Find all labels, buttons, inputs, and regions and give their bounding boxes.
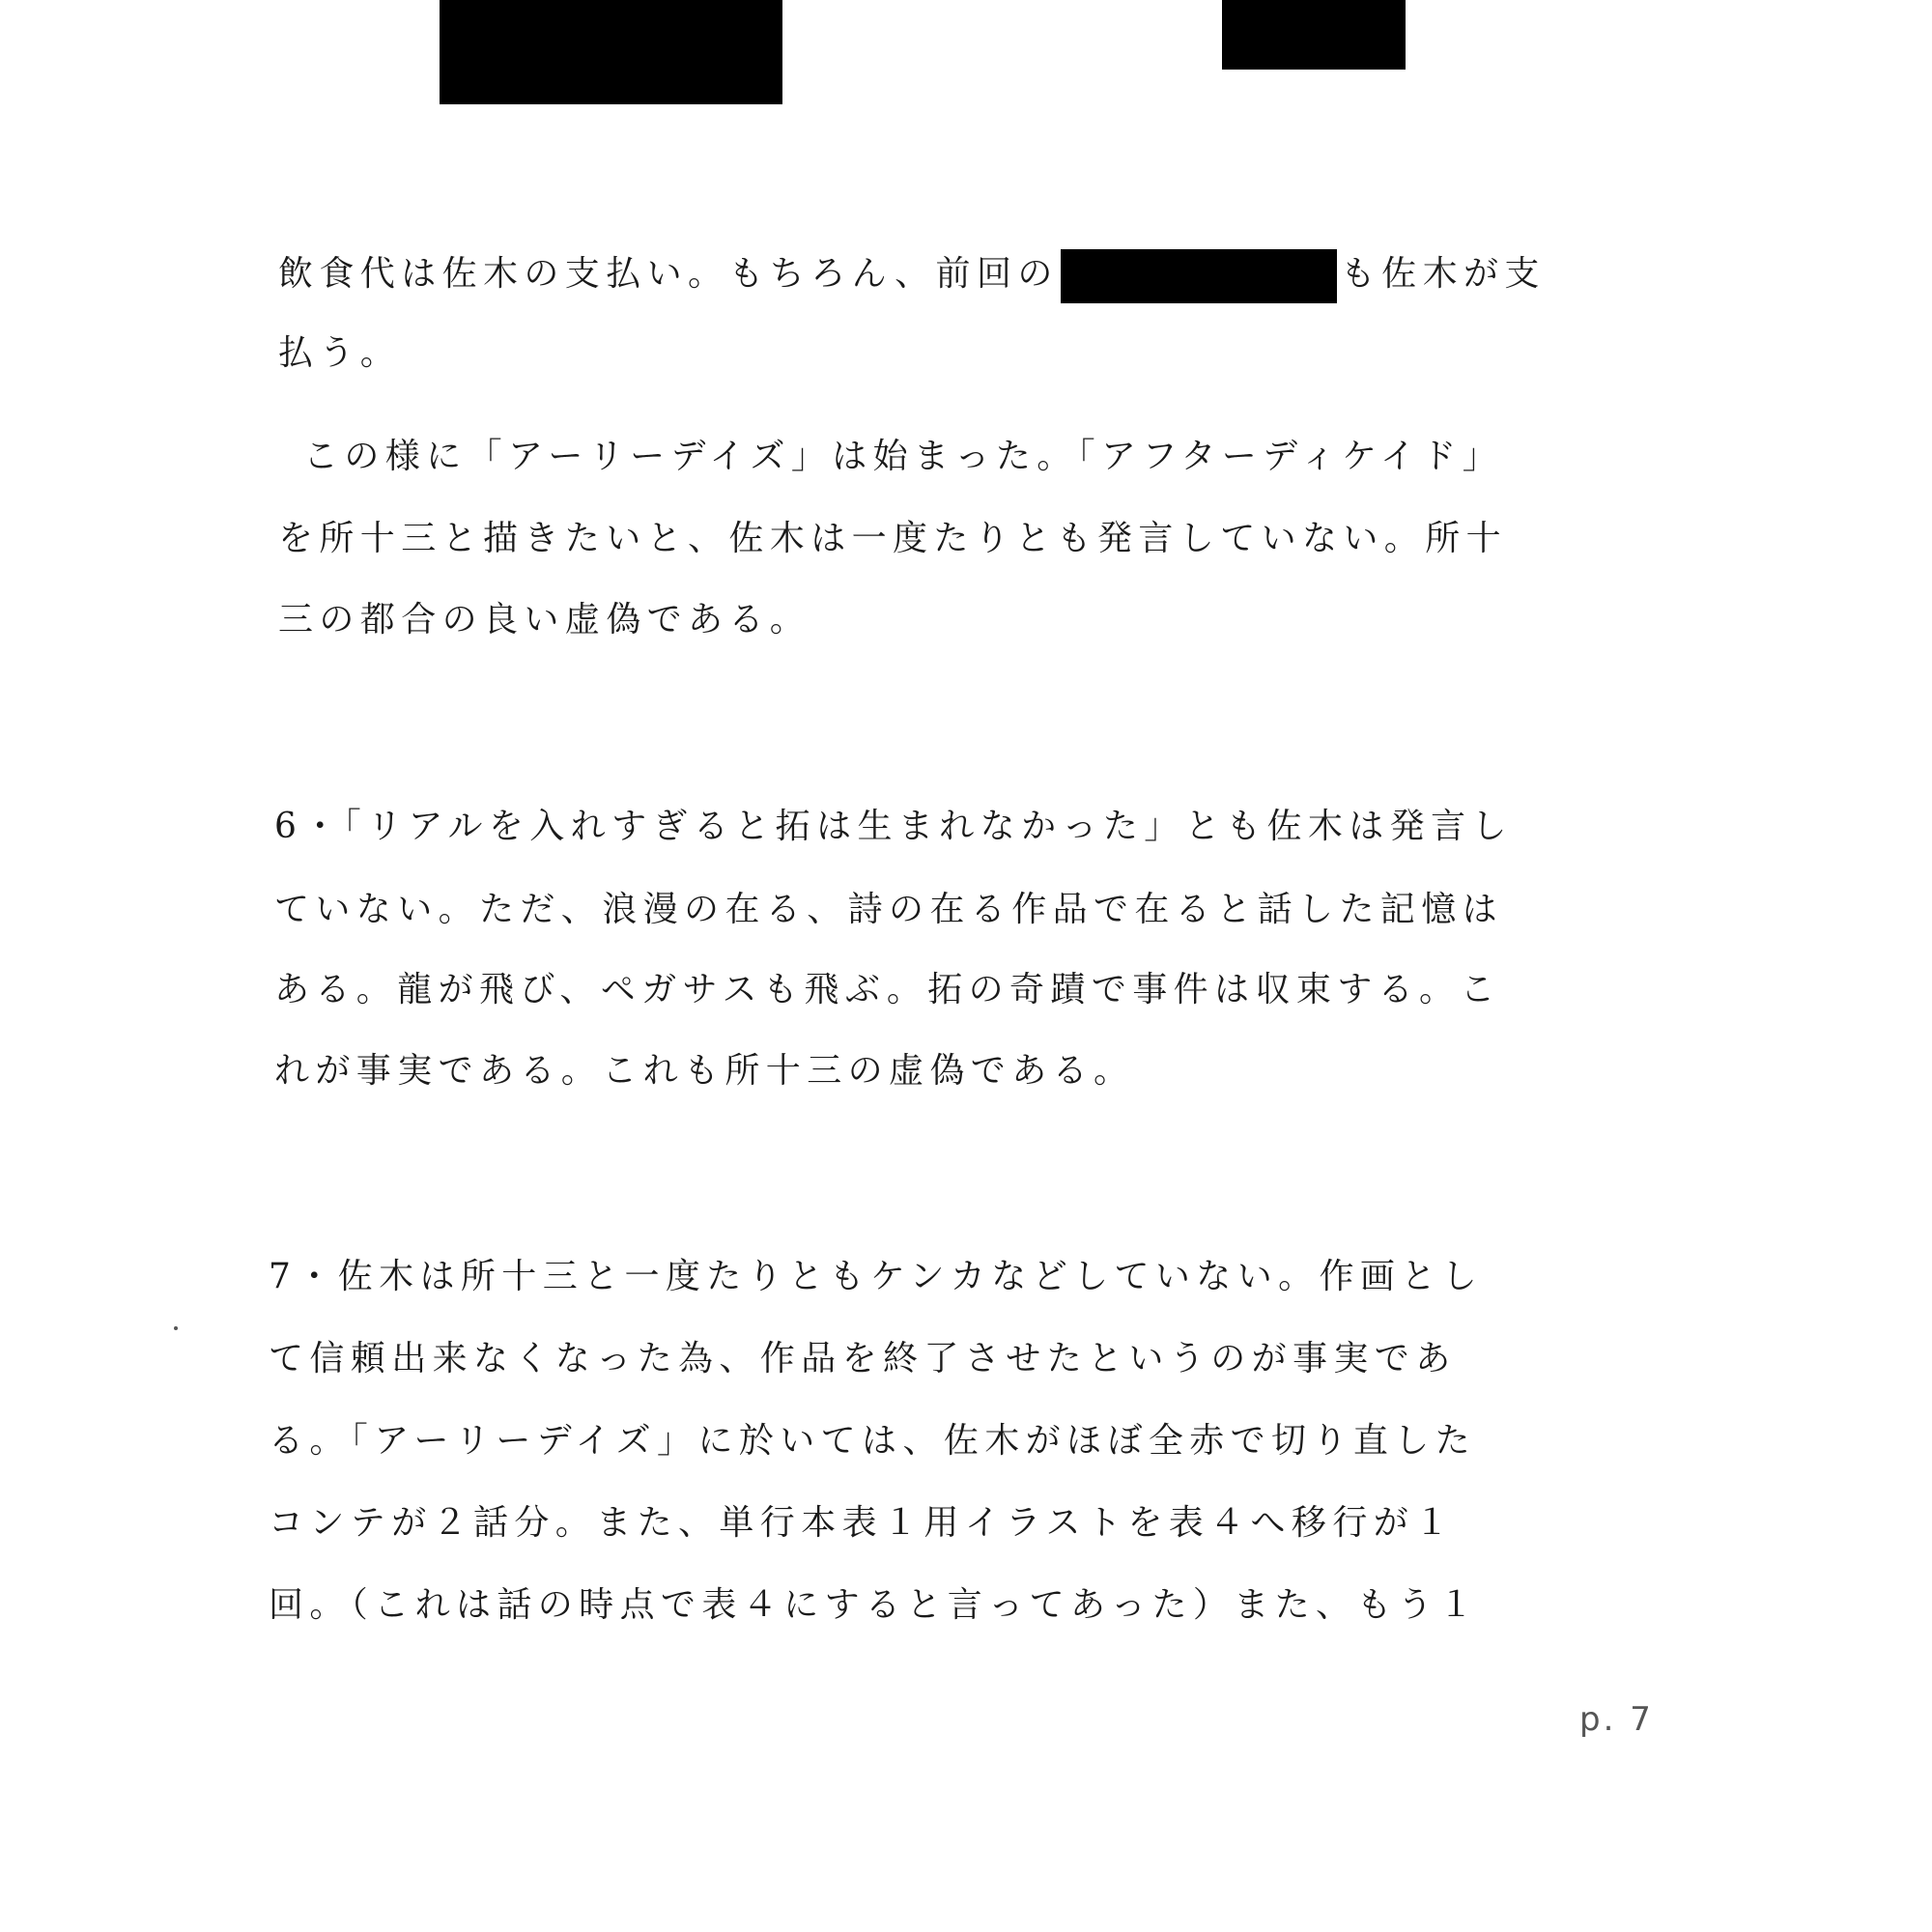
text-line: を所十三と描きたいと、佐木は一度たりとも発言していない。所十 (278, 519, 1508, 558)
text-line: 払う。 (278, 333, 402, 373)
text-line: 回。（これは話の時点で表４にすると言ってあった）また、もう１ (269, 1585, 1480, 1625)
text-segment: 飲食代は佐木の支払い。もちろん、前回の (278, 254, 1059, 294)
text-segment: も佐木が支 (1340, 254, 1546, 294)
text-line: 三の都合の良い虚偽である。 (278, 600, 811, 639)
redaction-block (440, 0, 782, 104)
text-line: この様に「アーリーデイズ」は始まった。「アフターディケイド」 (303, 437, 1504, 476)
page-number: p. 7 (1579, 1700, 1654, 1739)
text-line: 7・佐木は所十三と一度たりともケンカなどしていない。作画とし (269, 1257, 1484, 1296)
text-line: ていない。ただ、浪漫の在る、詩の在る作品で在ると話した記憶は (274, 890, 1504, 929)
text-line: 6・「リアルを入れすぎると拓は生まれなかった」とも佐木は発言し (274, 807, 1513, 846)
scan-speck (174, 1326, 178, 1330)
text-line (278, 249, 1546, 303)
text-line: ある。龍が飛び、ペガサスも飛ぶ。拓の奇蹟で事件は収束する。こ (274, 970, 1501, 1009)
redaction-block (1061, 249, 1337, 303)
redaction-block (1222, 0, 1406, 70)
text-line: る。「アーリーデイズ」に於いては、佐木がほぼ全赤で切り直した (269, 1421, 1477, 1461)
text-line: て信頼出来なくなった為、作品を終了させたというのが事実であ (269, 1339, 1457, 1378)
text-line: れが事実である。これも所十三の虚偽である。 (274, 1051, 1135, 1091)
text-line: コンテが２話分。また、単行本表１用イラストを表４へ移行が１ (269, 1503, 1456, 1543)
